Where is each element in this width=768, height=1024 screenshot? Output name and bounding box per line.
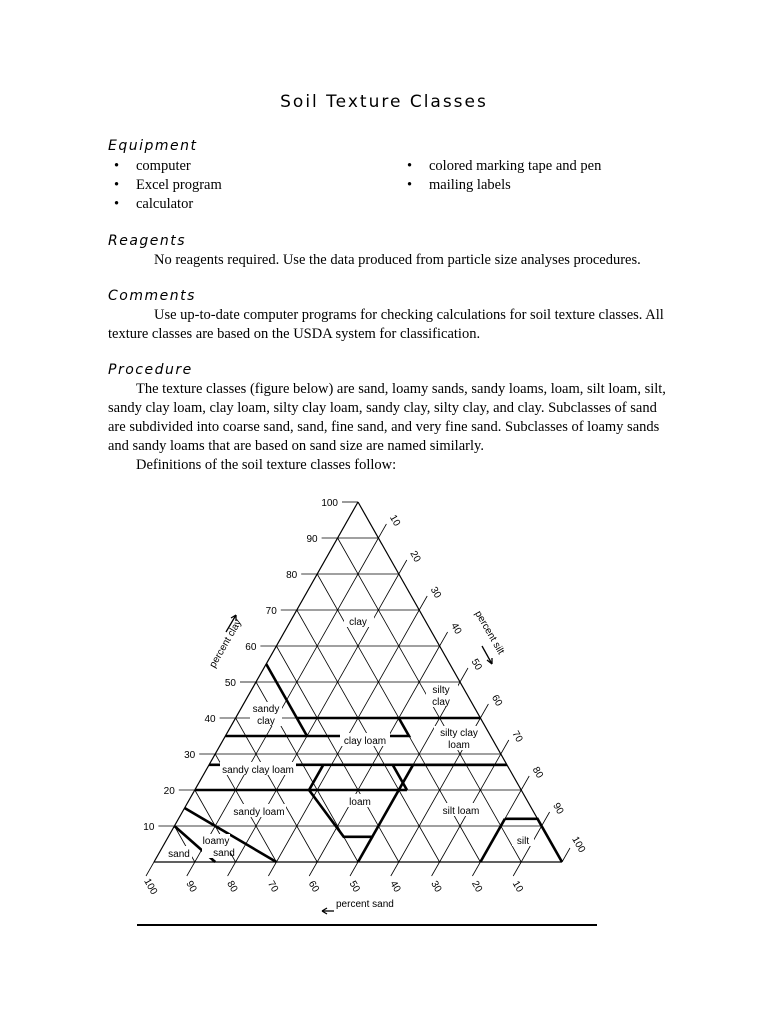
tick-sand [350,862,358,876]
tick-silt [521,776,529,790]
class-label-silty-clay-loam: loam [448,740,470,751]
list-item: • mailing labels [401,176,601,195]
tick-silt [542,812,550,826]
comments-heading: Comments [108,288,196,304]
tick-label-clay: 100 [321,498,338,509]
reagents-heading: Reagents [108,233,187,249]
axis-label-percent-clay: percent clay [207,617,245,670]
arrow-silt [482,646,492,664]
bottom-rule [137,924,597,926]
tick-label-sand: 90 [183,879,199,895]
tick-sand [268,862,276,876]
class-label-sand: sand [168,849,190,860]
tick-label-clay: 70 [265,606,277,617]
tick-label-sand: 100 [141,876,160,897]
class-label-clay-loam: clay loam [343,736,387,747]
tick-label-silt: 60 [489,693,505,709]
tick-label-clay: 40 [204,714,216,725]
tick-label-clay: 10 [143,822,155,833]
class-label-silty-clay-loam: silty clay [440,728,478,739]
tick-label-clay: 80 [286,570,298,581]
boundary-silt-loam [358,837,372,862]
tick-sand [513,862,521,876]
list-item: • colored marking tape and pen [401,157,601,176]
tick-label-silt: 90 [550,801,566,817]
tick-label-silt: 10 [387,513,403,529]
tick-silt [562,848,570,862]
tick-label-sand: 70 [265,879,281,895]
triangle-grid [174,538,541,862]
tick-label-sand: 30 [428,879,444,895]
tick-label-silt: 70 [509,729,525,745]
list-item: • computer [108,157,222,176]
tick-label-sand: 10 [509,879,525,895]
tick-sand [391,862,399,876]
equipment-heading: Equipment [108,138,198,154]
tick-label-silt: 50 [468,657,484,673]
comments-text: Use up-to-date computer programs for checking calculations for soil texture classes. All texture classes are based on the USDA system for classification. [108,307,664,342]
tick-label-silt: 100 [569,834,588,855]
list-item: • Excel program [108,176,222,195]
tick-sand [187,862,195,876]
tick-label-clay: 30 [184,750,196,761]
class-label-loamy-sand: sand [213,848,235,859]
class-label-sandy-clay: sandy [252,704,280,715]
tick-label-silt: 80 [529,765,545,781]
tick-label-clay: 60 [245,642,257,653]
boundary-silt-base [480,819,504,862]
tick-silt [419,596,427,610]
tick-label-sand: 80 [224,879,240,895]
procedure-text: The texture classes (figure below) are sand, loamy sands, sandy loams, loam, silt loam, silt, sandy clay loam, clay loam, silty clay loam, sandy clay, silty clay, and clay. Subclasses of sand are subdivided into coarse sand, sand, fine sand, and very fine sand. Subclasses of loamy sands and sandy loams that are based on sand size are named similarly. [108,381,666,454]
class-label-sandy-clay-loam: sandy clay loam [222,765,294,776]
class-label-silt: silt [516,836,530,847]
class-label-loamy-sand: loamy [202,836,230,847]
tick-label-silt: 20 [407,549,423,565]
axis-label-percent-sand: percent sand [336,899,394,910]
tick-silt [440,632,448,646]
tick-silt [460,668,468,682]
class-label-loam: loam [349,797,371,808]
list-item: • calculator [108,195,222,214]
page-title: Soil Texture Classes [280,92,488,112]
tick-label-sand: 60 [305,879,321,895]
procedure-text-2: Definitions of the soil texture classes follow: [136,457,397,473]
tick-label-sand: 50 [346,879,362,895]
procedure-heading: Procedure [108,362,193,378]
class-label-sandy-loam: sandy loam [233,807,285,818]
reagents-text: No reagents required. Use the data produced from particle size analyses procedures. [154,252,641,268]
tick-silt [378,524,386,538]
tick-label-silt: 40 [448,621,464,637]
class-label-silty-clay: silty [432,685,450,696]
tick-label-sand: 20 [469,879,485,895]
tick-silt [399,560,407,574]
tick-sand [472,862,480,876]
tick-silt [480,704,488,718]
class-label-sandy-clay: clay [257,716,275,727]
tick-sand [432,862,440,876]
class-label-silty-clay: clay [432,697,450,708]
class-label-clay: clay [349,617,367,628]
tick-label-clay: 90 [306,534,318,545]
class-label-silt-loam: silt loam [442,806,480,817]
tick-label-clay: 20 [163,786,175,797]
tick-label-sand: 40 [387,879,403,895]
tick-sand [146,862,154,876]
tick-silt [501,740,509,754]
axis-label-percent-silt: percent silt [472,609,507,657]
tick-sand [228,862,236,876]
tick-sand [309,862,317,876]
tick-label-silt: 30 [427,585,443,601]
tick-label-clay: 50 [224,678,236,689]
